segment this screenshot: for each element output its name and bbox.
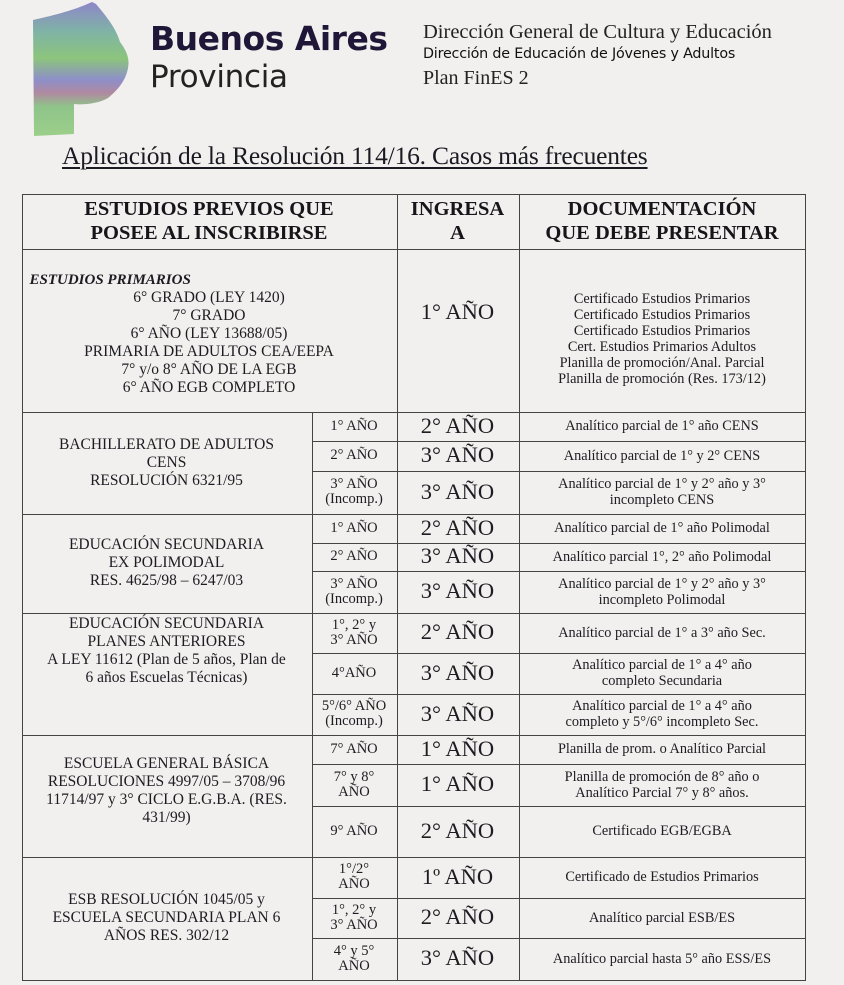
documentation-text: Analítico parcial ESB/ES bbox=[588, 909, 736, 926]
enters-year-text: 2° AÑO bbox=[420, 514, 495, 540]
enters-year-text: 3° AÑO bbox=[420, 945, 495, 971]
documentation-text: Analítico parcial 1°, 2° año Polimodal bbox=[552, 548, 772, 565]
group-name-line: ESCUELA GENERAL BÁSICA bbox=[63, 754, 270, 772]
enters-year-cell bbox=[397, 571, 519, 613]
previous-year-cell bbox=[312, 694, 397, 735]
group-name-line: EDUCACIÓN SECUNDARIA bbox=[68, 614, 265, 632]
previous-year-text: 1°, 2° y bbox=[331, 616, 377, 633]
enters-year-cell bbox=[397, 613, 519, 653]
header-text: INGRESA bbox=[410, 198, 505, 220]
group-name-line: EDUCACIÓN SECUNDARIA bbox=[68, 536, 265, 553]
primary-studies-item: 6° AÑO EGB COMPLETO bbox=[122, 378, 296, 396]
previous-year-text: 7° y 8° bbox=[333, 768, 375, 785]
documentation-item: Planilla de promoción/Anal. Parcial bbox=[559, 354, 765, 371]
documentation-cell bbox=[519, 938, 806, 980]
group-name-line: 6 años Escuelas Técnicas) bbox=[85, 668, 248, 686]
group-name-line: RESOLUCIÓN 6321/95 bbox=[90, 471, 243, 489]
documentation-text: Analítico parcial de 1° año Polimodal bbox=[554, 520, 770, 536]
previous-year-cell bbox=[312, 857, 397, 898]
previous-year-text: 2° AÑO bbox=[330, 447, 378, 463]
previous-year-cell bbox=[312, 514, 397, 543]
documentation-cell bbox=[519, 543, 806, 571]
documentation-text: Analítico parcial de 1° a 4° año bbox=[572, 657, 752, 673]
group-name-line: CENS bbox=[146, 453, 187, 471]
group-name-line: RES. 4625/98 – 6247/03 bbox=[89, 572, 244, 589]
brand-name-line2: Provincia bbox=[150, 59, 288, 95]
enters-year-cell bbox=[397, 806, 519, 857]
previous-year-cell bbox=[312, 412, 397, 441]
group-name-line: PLANES ANTERIORES bbox=[87, 632, 246, 650]
primary-studies-heading: ESTUDIOS PRIMARIOS bbox=[29, 271, 191, 288]
primary-studies-item: 7° y/o 8° AÑO DE LA EGB bbox=[121, 360, 297, 378]
documentation-cell bbox=[519, 898, 806, 938]
documentation-text: Analítico parcial de 1° a 4° año bbox=[572, 698, 752, 714]
enters-year-text: 3° AÑO bbox=[420, 578, 495, 604]
documentation-text: incompleto CENS bbox=[609, 492, 715, 508]
group-name-cell bbox=[22, 735, 312, 857]
column-header-enters bbox=[397, 194, 519, 249]
enters-year-text: 1° AÑO bbox=[420, 298, 495, 324]
enters-year-cell bbox=[397, 898, 519, 938]
primary-studies-item: 6° GRADO (LEY 1420) bbox=[133, 288, 285, 306]
previous-year-cell bbox=[312, 543, 397, 571]
enters-year-text: 3° AÑO bbox=[420, 478, 495, 504]
documentation-text: Analítico parcial de 1° y 2° CENS bbox=[563, 447, 761, 464]
enters-year-cell bbox=[397, 543, 519, 571]
header-text: A bbox=[450, 222, 465, 244]
previous-year-cell bbox=[312, 471, 397, 514]
previous-year-text: 3° AÑO bbox=[330, 575, 378, 592]
group-name-line: RESOLUCIONES 4997/05 – 3708/96 bbox=[47, 772, 286, 790]
previous-year-text: AÑO bbox=[338, 876, 370, 892]
documentation-cell bbox=[519, 764, 806, 806]
previous-year-cell bbox=[312, 938, 397, 980]
header-text: DOCUMENTACIÓN bbox=[567, 198, 757, 220]
previous-year-cell bbox=[312, 441, 397, 471]
group-name-line: ESCUELA SECUNDARIA PLAN 6 bbox=[52, 909, 281, 926]
primary-studies-item: 7° GRADO bbox=[172, 306, 246, 324]
group-name-line: A LEY 11612 (Plan de 5 años, Plan de bbox=[47, 650, 286, 668]
primary-enters-year bbox=[397, 249, 519, 412]
previous-year-text: 1°/2° bbox=[338, 861, 370, 877]
previous-year-cell bbox=[312, 806, 397, 857]
previous-year-cell bbox=[312, 764, 397, 806]
enters-year-cell bbox=[397, 857, 519, 898]
org-plan-name: Plan FinES 2 bbox=[423, 67, 529, 89]
group-name-cell bbox=[22, 514, 312, 613]
documentation-item: Certificado Estudios Primarios bbox=[573, 290, 751, 307]
group-name-cell bbox=[22, 857, 312, 980]
documentation-item: Cert. Estudios Primarios Adultos bbox=[567, 338, 757, 355]
enters-year-cell bbox=[397, 694, 519, 735]
previous-year-text: 1°, 2° y bbox=[331, 901, 377, 918]
previous-year-text: 3° AÑO bbox=[330, 476, 378, 492]
documentation-item: Certificado Estudios Primarios bbox=[573, 306, 751, 323]
documentation-cell bbox=[519, 694, 806, 735]
documentation-cell bbox=[519, 441, 806, 471]
documentation-text: incompleto Polimodal bbox=[598, 591, 726, 608]
buenos-aires-province-map-logo-icon bbox=[30, 2, 135, 137]
enters-year-cell bbox=[397, 441, 519, 471]
documentation-item: Certificado Estudios Primarios bbox=[573, 322, 751, 339]
previous-year-cell bbox=[312, 613, 397, 653]
documentation-cell bbox=[519, 412, 806, 441]
enters-year-text: 3° AÑO bbox=[420, 442, 495, 468]
previous-year-text: 1° AÑO bbox=[330, 519, 378, 536]
document-title: Aplicación de la Resolución 114/16. Casos más frecuentes bbox=[62, 141, 648, 170]
enters-year-text: 3° AÑO bbox=[420, 700, 495, 726]
enters-year-text: 2° AÑO bbox=[420, 412, 495, 438]
primary-documentation bbox=[519, 249, 806, 412]
documentation-text: Analítico parcial de 1° y 2° año y 3° bbox=[558, 476, 766, 492]
documentation-text: Planilla de prom. o Analítico Parcial bbox=[557, 741, 767, 757]
enters-year-cell bbox=[397, 514, 519, 543]
enters-year-cell bbox=[397, 471, 519, 514]
primary-studies-item: PRIMARIA DE ADULTOS CEA/EEPA bbox=[84, 342, 334, 360]
previous-year-text: 3° AÑO bbox=[330, 916, 378, 933]
brand-name-line1: Buenos Aires bbox=[150, 19, 388, 58]
header-text: QUE DEBE PRESENTAR bbox=[545, 222, 779, 244]
documentation-text: Certificado EGB/EGBA bbox=[592, 823, 732, 839]
group-name-line: 11714/97 y 3° CICLO E.G.B.A. (RES. bbox=[46, 790, 287, 808]
previous-year-text: 9° AÑO bbox=[330, 822, 378, 839]
column-header-previous-studies bbox=[22, 194, 397, 249]
documentation-text: completo Secundaria bbox=[601, 673, 723, 689]
documentation-cell bbox=[519, 653, 806, 694]
enters-year-cell bbox=[397, 412, 519, 441]
documentation-cell bbox=[519, 857, 806, 898]
previous-year-text: 4°AÑO bbox=[331, 664, 377, 681]
documentation-text: Analítico parcial de 1° a 3° año Sec. bbox=[558, 624, 766, 641]
previous-year-text: (Incomp.) bbox=[325, 713, 383, 729]
row-divider bbox=[22, 980, 806, 981]
org-directorate-general: Dirección General de Cultura y Educación bbox=[423, 21, 772, 43]
documentation-cell bbox=[519, 514, 806, 543]
group-name-cell bbox=[22, 412, 312, 514]
group-name-line: AÑOS RES. 302/12 bbox=[103, 927, 230, 944]
documentation-cell bbox=[519, 613, 806, 653]
documentation-text: Analítico parcial hasta 5° año ESS/ES bbox=[552, 950, 772, 967]
previous-year-text: 1° AÑO bbox=[330, 417, 378, 434]
group-name-line: EX POLIMODAL bbox=[108, 554, 225, 571]
org-directorate-adult-education: Dirección de Educación de Jóvenes y Adultos bbox=[423, 46, 736, 62]
documentation-text: Analítico parcial de 1° año CENS bbox=[565, 418, 759, 434]
previous-year-text: 4° y 5° bbox=[333, 942, 375, 959]
documentation-text: Certificado de Estudios Primarios bbox=[565, 869, 759, 885]
primary-studies-cell bbox=[22, 249, 397, 412]
group-name-line: 431/99) bbox=[142, 808, 191, 826]
header-text: ESTUDIOS PREVIOS QUE bbox=[84, 198, 334, 220]
group-name-line: ESB RESOLUCIÓN 1045/05 y bbox=[68, 891, 265, 908]
previous-year-text: (Incomp.) bbox=[325, 590, 383, 607]
documentation-text: Planilla de promoción de 8° año o bbox=[564, 768, 760, 785]
enters-year-text: 1° AÑO bbox=[420, 771, 495, 797]
previous-year-text: (Incomp.) bbox=[325, 491, 383, 507]
previous-year-cell bbox=[312, 571, 397, 613]
documentation-text: Analítico Parcial 7° y 8° años. bbox=[575, 784, 749, 801]
group-name-cell bbox=[22, 613, 312, 735]
documentation-text: completo y 5°/6° incompleto Sec. bbox=[565, 714, 759, 730]
documentation-text: Analítico parcial de 1° y 2° año y 3° bbox=[558, 575, 766, 592]
enters-year-text: 2° AÑO bbox=[420, 619, 495, 645]
enters-year-text: 3° AÑO bbox=[420, 543, 495, 569]
documentation-item: Planilla de promoción (Res. 173/12) bbox=[558, 370, 766, 387]
enters-year-cell bbox=[397, 764, 519, 806]
enters-year-text: 1º AÑO bbox=[421, 863, 494, 889]
enters-year-text: 1° AÑO bbox=[420, 735, 495, 761]
previous-year-text: 3° AÑO bbox=[330, 631, 378, 648]
previous-year-cell bbox=[312, 653, 397, 694]
previous-year-cell bbox=[312, 735, 397, 764]
enters-year-text: 3° AÑO bbox=[420, 659, 495, 685]
enters-year-cell bbox=[397, 653, 519, 694]
previous-year-cell bbox=[312, 898, 397, 938]
previous-year-text: AÑO bbox=[338, 783, 370, 800]
enters-year-cell bbox=[397, 735, 519, 764]
group-name-line: BACHILLERATO DE ADULTOS bbox=[58, 435, 274, 453]
previous-year-text: 7° AÑO bbox=[330, 740, 378, 757]
enters-year-text: 2° AÑO bbox=[420, 817, 495, 843]
enters-year-cell bbox=[397, 938, 519, 980]
resolution-table bbox=[22, 194, 806, 981]
column-header-documentation bbox=[519, 194, 806, 249]
header-text: POSEE AL INSCRIBIRSE bbox=[90, 222, 328, 244]
primary-studies-item: 6° AÑO (LEY 13688/05) bbox=[130, 324, 288, 342]
documentation-cell bbox=[519, 571, 806, 613]
previous-year-text: 5°/6° AÑO bbox=[321, 698, 387, 714]
documentation-cell bbox=[519, 806, 806, 857]
documentation-cell bbox=[519, 735, 806, 764]
enters-year-text: 2° AÑO bbox=[420, 904, 495, 930]
previous-year-text: AÑO bbox=[338, 957, 370, 974]
previous-year-text: 2° AÑO bbox=[330, 548, 378, 564]
documentation-cell bbox=[519, 471, 806, 514]
